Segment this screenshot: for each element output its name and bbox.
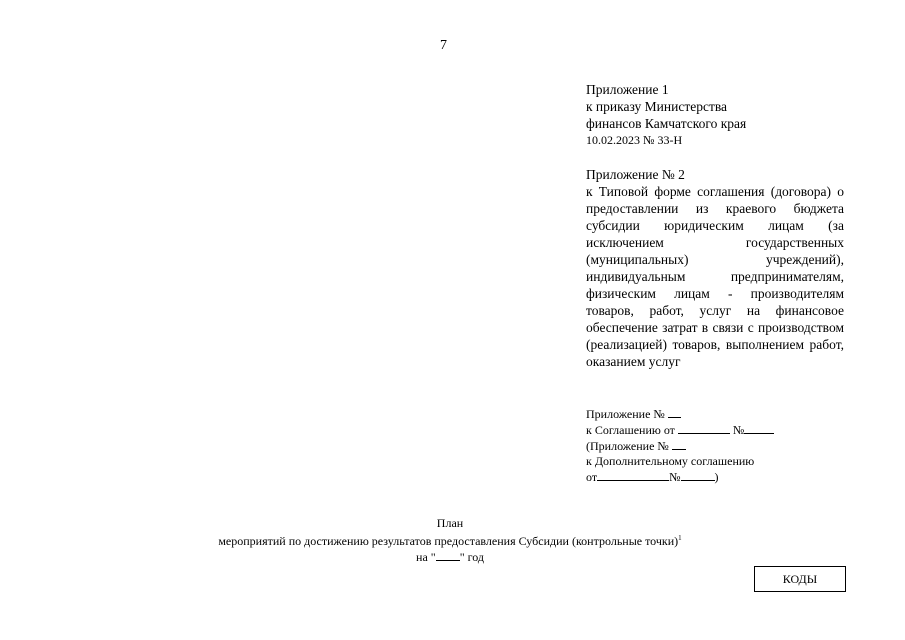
agreement-date-blank	[678, 422, 730, 434]
plan-subtitle: мероприятий по достижению результатов предоставления Субсидии (контрольные точки)	[218, 534, 679, 548]
annex-1-date: 10.02.2023 № 33-Н	[586, 133, 683, 147]
supplementary-date-blank	[597, 469, 669, 481]
supplementary-number-blank	[681, 469, 715, 481]
agreement-annex-block	[586, 406, 816, 485]
supplementary-number-label: №	[669, 470, 681, 484]
agreement-annex-line-5	[586, 469, 816, 485]
closing-paren: )	[714, 470, 719, 484]
codes-label: КОДЫ	[782, 571, 818, 586]
plan-year-prefix: на "	[416, 550, 436, 564]
plan-title: План	[436, 516, 464, 530]
agreement-number-label: №	[732, 423, 745, 437]
agreement-annex-line-2	[586, 422, 816, 438]
agreement-annex-number-label: Приложение №	[586, 407, 665, 421]
annex-1-line-2: финансов Камчатского края	[586, 116, 747, 131]
agreement-number-blank	[744, 422, 774, 434]
annex-1-line-1: к приказу Министерства	[586, 99, 728, 114]
annex-2-block	[586, 166, 844, 370]
annex-1-title: Приложение 1	[586, 82, 669, 97]
supplementary-annex-label: (Приложение №	[586, 439, 669, 453]
annex-2-body: к Типовой форме соглашения (договора) о предоставлении из краевого бюджета субсидии юридическим лицам (за исключением государственных (муниципальных) учреждений), индивидуальным предпринимателям, физическим лицам - производителям товаров, работ, услуг на финансовое обеспечение затрат в связи с производством (реализацией) товаров, выполнением работ, оказанием услуг	[586, 184, 844, 369]
annex-1-block	[586, 81, 846, 149]
plan-year-suffix: " год	[459, 550, 484, 564]
plan-heading	[150, 516, 750, 565]
annex-number-blank	[668, 406, 681, 418]
footnote-marker: 1	[678, 534, 682, 542]
plan-subtitle-line	[150, 531, 750, 549]
plan-year-blank	[436, 549, 460, 561]
plan-year-line	[150, 549, 750, 565]
agreement-annex-line-4: к Дополнительному соглашению	[586, 454, 755, 468]
codes-box	[754, 566, 846, 592]
agreement-date-label: к Соглашению от	[586, 423, 675, 437]
annex-2-title: Приложение № 2	[586, 167, 685, 182]
supplementary-annex-blank	[672, 438, 686, 450]
page-number: 7	[440, 38, 447, 53]
agreement-annex-line-1	[586, 406, 816, 422]
agreement-annex-line-3	[586, 438, 816, 454]
supplementary-date-label: от	[586, 470, 598, 484]
